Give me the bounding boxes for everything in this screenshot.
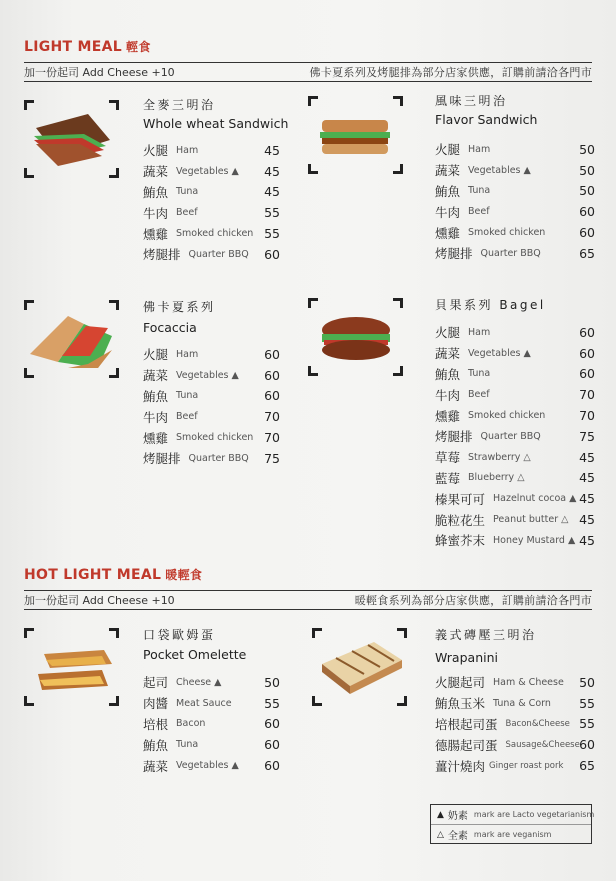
list-item: 牛肉 Beef 60 [435, 204, 595, 220]
list-item: 起司 Cheese ▲ 50 [143, 674, 280, 691]
list-item: 薑汁燒肉 Ginger roast pork 65 [435, 758, 595, 774]
focaccia-item-list [143, 344, 280, 469]
legend-vegan: △ 全素 mark are veganism [431, 824, 591, 844]
list-item: 培根 Bacon 60 [143, 716, 280, 732]
list-item: 火腿 Ham 60 [143, 346, 280, 363]
focaccia-photo [24, 300, 119, 378]
list-item: 牛肉 Beef 70 [143, 409, 280, 425]
list-item: 培根起司蛋 Bacon&Cheese 55 [435, 716, 595, 732]
diet-legend [430, 804, 595, 844]
bagel-photo [308, 298, 403, 376]
list-item: 肉醬 Meat Sauce 55 [143, 695, 280, 712]
list-item: 蔬菜 Vegetables ▲ 60 [435, 345, 595, 362]
category-name-en: Flavor Sandwich [435, 112, 538, 127]
list-item: 燻雞 Smoked chicken 70 [143, 430, 280, 446]
list-item: 草莓 Strawberry △ 45 [435, 449, 595, 466]
list-item: 德腸起司蛋 Sausage&Cheese 60 [435, 737, 595, 753]
category-name-zh: 佛卡夏系列 [143, 300, 216, 314]
list-item: 鮪魚玉米 Tuna & Corn 55 [435, 695, 595, 712]
list-item: 鮪魚 Tuna 50 [435, 183, 595, 199]
hot-light-meal-info-bar [24, 590, 592, 610]
list-item: 鮪魚 Tuna 45 [143, 184, 280, 200]
list-item: 烤腿排 Quarter BBQ 60 [143, 246, 280, 263]
list-item: 火腿 Ham 45 [143, 142, 280, 159]
list-item: 火腿 Ham 60 [435, 324, 595, 341]
list-item: 烤腿排 Quarter BBQ 75 [435, 428, 595, 445]
omelette-item-list [143, 672, 280, 776]
list-item: 蔬菜 Vegetables ▲ 60 [143, 367, 280, 384]
list-item: 榛果可可 Hazelnut cocoa ▲ 45 [435, 491, 595, 507]
legend-lacto: ▲ 奶素 mark are Lacto vegetarianism [437, 809, 595, 822]
pocket-omelette-photo [24, 628, 119, 706]
list-item: 蜂蜜芥末 Honey Mustard ▲ 45 [435, 532, 595, 549]
flavor-sandwich-photo [308, 96, 403, 174]
list-item: 烤腿排 Quarter BBQ 65 [435, 245, 595, 262]
list-item: 烤腿排 Quarter BBQ 75 [143, 450, 280, 467]
wrapanini-photo [312, 628, 407, 706]
hot-light-meal-title [24, 566, 202, 583]
list-item: 脆粒花生 Peanut butter △ 45 [435, 512, 595, 528]
branch-availability-note: 佛卡夏系列及烤腿排為部分店家供應，訂購前請洽各門市 [309, 66, 592, 79]
category-name-zh: 貝果系列 Bagel [435, 298, 546, 312]
light-meal-title-zh: 輕食 [126, 40, 151, 54]
hot-light-meal-title-en: HOT LIGHT MEAL [24, 567, 162, 583]
category-name-en: Wrapanini [435, 650, 498, 665]
lacto-symbol-icon: ▲ [437, 809, 444, 820]
list-item: 蔬菜 Vegetables ▲ 60 [143, 758, 280, 774]
category-name-zh: 全麥三明治 [143, 98, 216, 112]
category-name-en: Whole wheat Sandwich [143, 116, 289, 131]
list-item: 鮪魚 Tuna 60 [143, 737, 280, 753]
add-cheese-note: 加一份起司 Add Cheese +10 [24, 66, 175, 79]
light-meal-info-bar [24, 62, 592, 82]
list-item: 蔬菜 Vegetables ▲ 50 [435, 162, 595, 179]
category-name-zh: 義式磚壓三明治 [435, 628, 537, 642]
light-meal-title-en: LIGHT MEAL [24, 39, 123, 55]
category-name-zh: 口袋歐姆蛋 [143, 628, 216, 642]
list-item: 燻雞 Smoked chicken 70 [435, 408, 595, 424]
category-name-en: Pocket Omelette [143, 647, 247, 662]
hot-light-meal-title-zh: 暖輕食 [165, 568, 203, 582]
list-item: 火腿 Ham 50 [435, 141, 595, 158]
category-name-zh: 風味三明治 [435, 94, 508, 108]
list-item: 蔬菜 Vegetables ▲ 45 [143, 163, 280, 180]
wrapanini-item-list [435, 672, 595, 776]
list-item: 火腿起司 Ham & Cheese 50 [435, 674, 595, 691]
list-item: 燻雞 Smoked chicken 55 [143, 226, 280, 242]
bagel-item-list [435, 322, 595, 551]
add-cheese-note: 加一份起司 Add Cheese +10 [24, 594, 175, 607]
branch-availability-note: 暖輕食系列為部分店家供應，訂購前請洽各門市 [354, 594, 592, 607]
flavor-item-list [435, 139, 595, 264]
light-meal-title [24, 38, 151, 55]
list-item: 牛肉 Beef 70 [435, 387, 595, 403]
list-item: 鮪魚 Tuna 60 [435, 366, 595, 382]
whole-wheat-item-list [143, 140, 280, 265]
vegan-symbol-icon: △ [437, 829, 444, 840]
list-item: 藍莓 Blueberry △ 45 [435, 470, 595, 486]
list-item: 鮪魚 Tuna 60 [143, 388, 280, 404]
whole-wheat-sandwich-photo [24, 100, 119, 178]
category-name-en: Focaccia [143, 320, 197, 335]
list-item: 燻雞 Smoked chicken 60 [435, 225, 595, 241]
list-item: 牛肉 Beef 55 [143, 205, 280, 221]
